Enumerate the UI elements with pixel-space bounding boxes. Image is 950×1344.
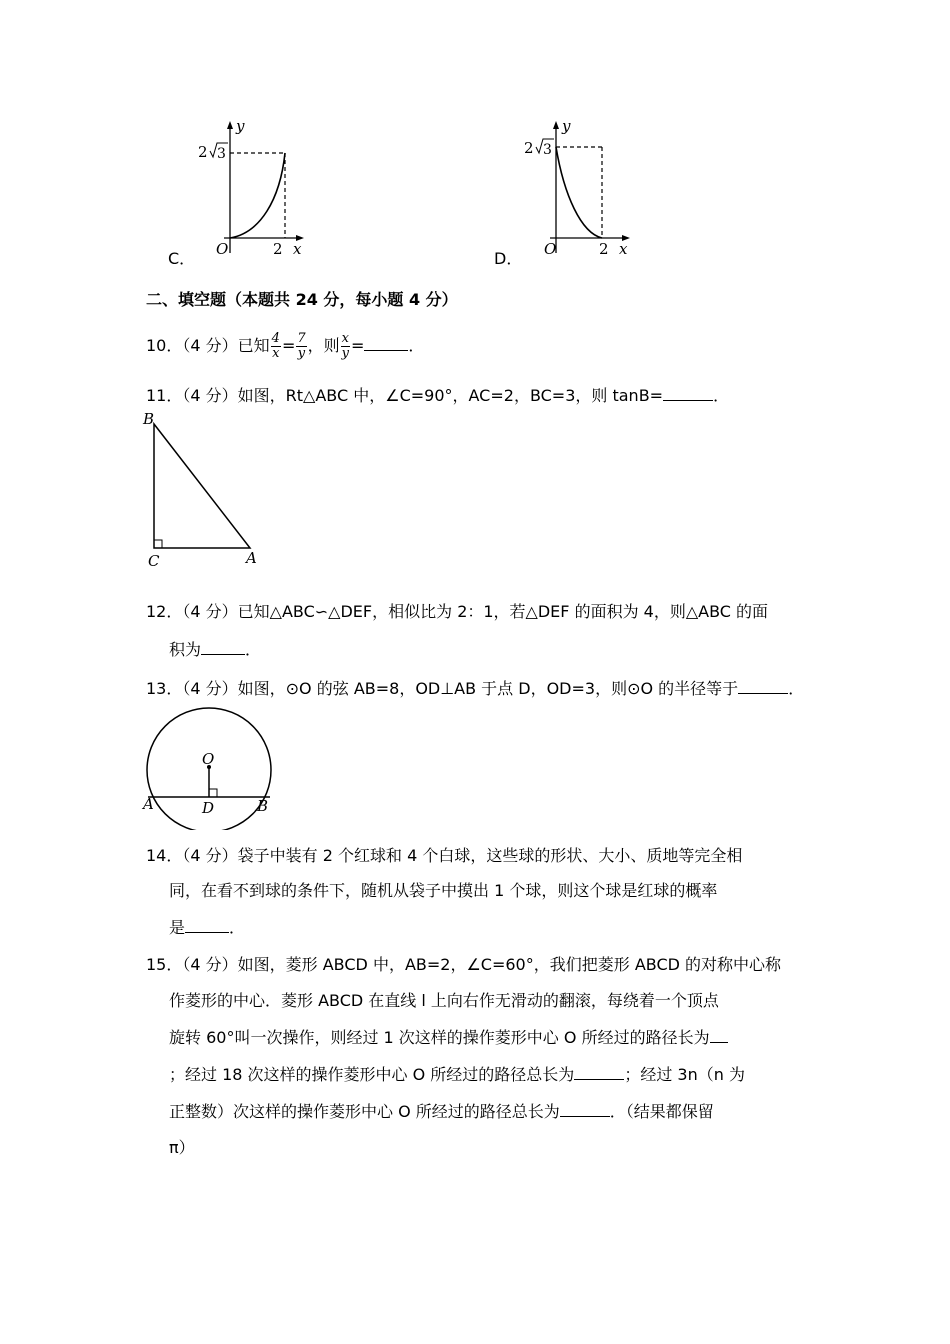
question-number: 10． bbox=[146, 336, 183, 355]
question-text: 是 bbox=[169, 918, 186, 937]
fraction bbox=[296, 332, 306, 361]
fraction bbox=[271, 332, 281, 361]
vertex-b-label: B bbox=[143, 410, 155, 428]
equals-sign: = bbox=[281, 336, 296, 355]
question-text: （4 分）如图，⊙O 的弦 AB=8，OD⊥AB 于点 D，OD=3，则⊙O 的半径等于 bbox=[182, 679, 739, 698]
fraction-denominator: x bbox=[272, 346, 280, 361]
answer-blank[interactable] bbox=[738, 679, 788, 694]
option-d-x-axis-label: x bbox=[619, 240, 628, 258]
question-text: （4 分）如图，菱形 ABCD 中，AB=2，∠C=60°，我们把菱形 ABCD 的对称中心称 bbox=[182, 955, 782, 974]
option-c-graph bbox=[190, 115, 315, 260]
question-number: 12． bbox=[146, 602, 183, 621]
section-heading: 二、填空题（本题共 24 分，每小题 4 分） bbox=[146, 290, 458, 309]
question-13 bbox=[146, 676, 804, 699]
option-c-origin: O bbox=[216, 240, 229, 258]
answer-blank[interactable] bbox=[710, 1028, 728, 1043]
fraction-numerator: x bbox=[341, 331, 349, 346]
option-d-y-tick-sqrt: 3 bbox=[543, 142, 552, 158]
question-end: ． bbox=[245, 640, 262, 659]
question-text: （4 分）袋子中装有 2 个红球和 4 个白球，这些球的形状、大小、质地等完全相 bbox=[182, 846, 743, 865]
option-d-x-tick: 2 bbox=[599, 240, 609, 258]
option-d-y-axis-label: y bbox=[562, 117, 571, 135]
question-end: ． bbox=[229, 918, 246, 937]
option-d-graph bbox=[516, 115, 641, 260]
center-o-label: O bbox=[202, 750, 215, 768]
option-c-x-axis-label: x bbox=[293, 240, 302, 258]
option-c-y-tick-sqrt: 3 bbox=[217, 146, 226, 162]
question-text: （4 分）已知△ABC∽△DEF，相似比为 2：1，若△DEF 的面积为 4，则△ABC 的面 bbox=[182, 602, 769, 621]
question-text: 作菱形的中心．菱形 ABCD 在直线 l 上向右作无滑动的翻滚，每绕着一个顶点 bbox=[169, 991, 719, 1010]
question-end: ． bbox=[408, 336, 425, 355]
option-c-x-tick: 2 bbox=[273, 240, 283, 258]
triangle-figure bbox=[140, 408, 270, 573]
point-a-label: A bbox=[143, 795, 154, 813]
fraction bbox=[341, 332, 350, 361]
vertex-a-label: A bbox=[246, 549, 257, 567]
question-end: ． bbox=[713, 386, 730, 405]
question-text: ；经过 18 次这样的操作菱形中心 O 所经过的路径总长为 bbox=[169, 1065, 575, 1084]
question-text: ．（结果都保留 bbox=[609, 1102, 714, 1121]
equals-sign: = bbox=[351, 336, 365, 355]
answer-blank[interactable] bbox=[574, 1065, 624, 1080]
fraction-numerator: 4 bbox=[271, 331, 280, 346]
option-d-origin: O bbox=[544, 240, 557, 258]
question-text: 同，在看不到球的条件下，随机从袋子中摸出 1 个球，则这个球是红球的概率 bbox=[169, 881, 718, 900]
fraction-denominator: y bbox=[297, 346, 306, 361]
question-10 bbox=[146, 332, 424, 361]
question-15 bbox=[146, 955, 826, 1165]
answer-blank[interactable] bbox=[364, 336, 408, 351]
point-b-label: B bbox=[257, 797, 269, 815]
question-text: π） bbox=[169, 1138, 195, 1157]
answer-blank[interactable] bbox=[663, 386, 713, 401]
point-d-label: D bbox=[202, 799, 215, 817]
fraction-denominator: y bbox=[341, 346, 349, 361]
question-text: ，则 bbox=[307, 336, 340, 355]
question-number: 14． bbox=[146, 846, 183, 865]
question-text: （4 分）已知 bbox=[182, 336, 270, 355]
option-d-y-tick: 2 bbox=[524, 139, 534, 157]
question-number: 13． bbox=[146, 679, 183, 698]
answer-blank[interactable] bbox=[560, 1102, 610, 1117]
vertex-c-label: C bbox=[148, 552, 160, 570]
question-text: ；经过 3n（n 为 bbox=[624, 1065, 745, 1084]
option-c-label: C． bbox=[168, 249, 196, 268]
question-text: 积为 bbox=[169, 640, 202, 659]
answer-blank[interactable] bbox=[185, 918, 229, 933]
question-end: ． bbox=[788, 679, 805, 698]
option-c-y-tick: 2 bbox=[198, 143, 208, 161]
question-12 bbox=[146, 602, 826, 662]
question-text: 正整数）次这样的操作菱形中心 O 所经过的路径总长为 bbox=[169, 1102, 560, 1121]
option-d-label: D． bbox=[494, 249, 523, 268]
circle-figure bbox=[138, 705, 278, 830]
question-number: 11． bbox=[146, 386, 183, 405]
fraction-numerator: 7 bbox=[297, 331, 306, 346]
answer-blank[interactable] bbox=[201, 640, 245, 655]
question-11 bbox=[146, 383, 729, 406]
question-number: 15． bbox=[146, 955, 183, 974]
question-text: （4 分）如图，Rt△ABC 中，∠C=90°，AC=2，BC=3，则 tanB= bbox=[182, 386, 664, 405]
question-text: 旋转 60°叫一次操作，则经过 1 次这样的操作菱形中心 O 所经过的路径长为 bbox=[169, 1028, 710, 1047]
option-c-y-axis-label: y bbox=[236, 117, 245, 135]
question-14 bbox=[146, 846, 826, 946]
